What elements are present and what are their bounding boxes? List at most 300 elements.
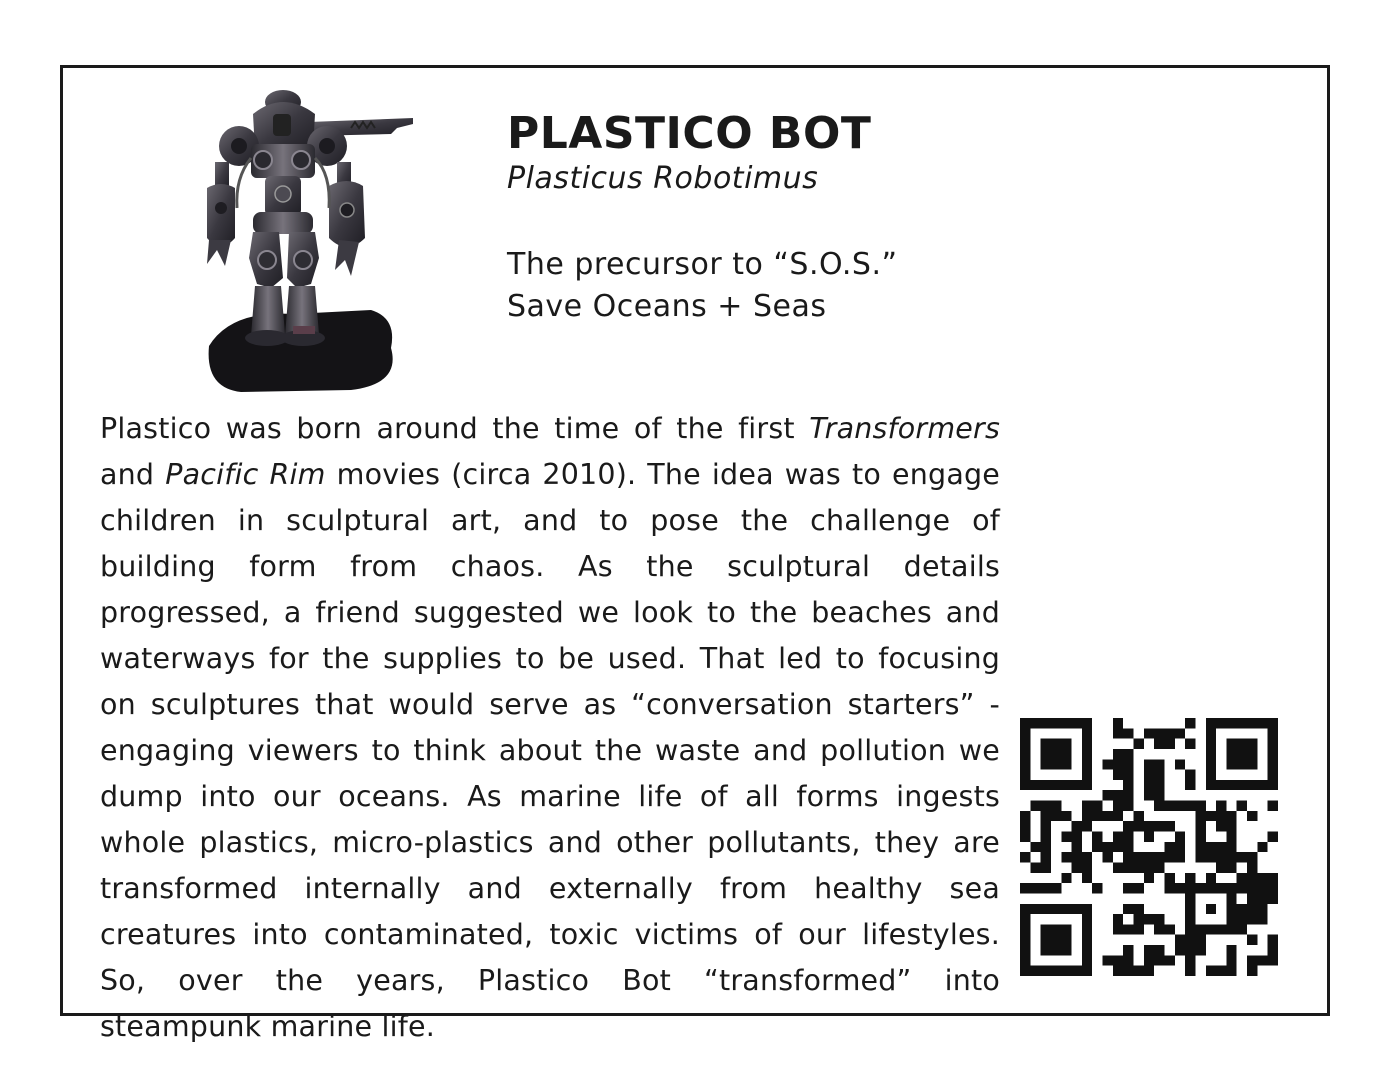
qr-module [1061, 780, 1071, 790]
qr-module [1216, 966, 1226, 976]
qr-module [1020, 739, 1030, 749]
qr-module [1041, 852, 1051, 862]
qr-module [1175, 945, 1185, 955]
qr-module [1123, 821, 1133, 831]
qr-module [1072, 832, 1082, 842]
qr-code-icon [1020, 718, 1278, 976]
qr-module [1226, 842, 1236, 852]
qr-module [1247, 759, 1257, 769]
qr-module [1247, 914, 1257, 924]
qr-module [1164, 821, 1174, 831]
qr-module [1164, 883, 1174, 893]
qr-module [1051, 801, 1061, 811]
qr-module [1051, 966, 1061, 976]
qr-module [1185, 739, 1195, 749]
qr-module [1113, 862, 1123, 872]
qr-module [1103, 842, 1113, 852]
qr-module [1226, 924, 1236, 934]
qr-module [1020, 759, 1030, 769]
qr-module [1082, 821, 1092, 831]
qr-module [1206, 852, 1216, 862]
qr-module [1206, 759, 1216, 769]
qr-module [1020, 852, 1030, 862]
qr-module [1144, 914, 1154, 924]
qr-module [1134, 883, 1144, 893]
qr-module [1195, 811, 1205, 821]
qr-module [1082, 873, 1092, 883]
qr-module [1061, 749, 1071, 759]
movie-title-transformers: Transformers [809, 412, 1000, 445]
qr-module [1061, 935, 1071, 945]
qr-module [1175, 832, 1185, 842]
qr-module [1268, 832, 1278, 842]
qr-module [1144, 759, 1154, 769]
qr-module [1082, 935, 1092, 945]
qr-module [1123, 832, 1133, 842]
qr-module [1268, 739, 1278, 749]
qr-module [1154, 914, 1164, 924]
qr-module [1257, 955, 1267, 965]
qr-module [1123, 780, 1133, 790]
robot-sculpture-photo [201, 88, 421, 398]
qr-module [1195, 821, 1205, 831]
qr-module [1082, 739, 1092, 749]
qr-module [1123, 966, 1133, 976]
qr-module [1082, 955, 1092, 965]
tagline [507, 244, 898, 328]
qr-module [1195, 883, 1205, 893]
qr-module [1020, 955, 1030, 965]
qr-module [1144, 852, 1154, 862]
qr-module [1051, 904, 1061, 914]
qr-module [1030, 966, 1040, 976]
qr-module [1164, 955, 1174, 965]
qr-module [1051, 749, 1061, 759]
qr-module [1268, 759, 1278, 769]
qr-module [1164, 801, 1174, 811]
qr-module [1185, 873, 1195, 883]
qr-module [1144, 728, 1154, 738]
qr-module [1103, 852, 1113, 862]
qr-module [1103, 811, 1113, 821]
qr-module [1175, 935, 1185, 945]
qr-module [1206, 842, 1216, 852]
qr-module [1164, 842, 1174, 852]
qr-module [1051, 935, 1061, 945]
qr-module [1144, 862, 1154, 872]
qr-module [1216, 883, 1226, 893]
qr-module [1154, 821, 1164, 831]
qr-module [1041, 739, 1051, 749]
qr-module [1144, 790, 1154, 800]
qr-module [1020, 924, 1030, 934]
qr-module [1237, 780, 1247, 790]
qr-module [1164, 852, 1174, 862]
qr-module [1247, 966, 1257, 976]
qr-module [1113, 770, 1123, 780]
qr-module [1061, 832, 1071, 842]
qr-module [1082, 966, 1092, 976]
qr-module [1041, 759, 1051, 769]
qr-module [1092, 883, 1102, 893]
qr-module [1237, 883, 1247, 893]
qr-module [1164, 924, 1174, 934]
qr-module [1175, 852, 1185, 862]
qr-module [1226, 883, 1236, 893]
qr-module [1175, 759, 1185, 769]
qr-module [1041, 821, 1051, 831]
qr-module [1268, 718, 1278, 728]
qr-module [1061, 852, 1071, 862]
qr-module [1051, 780, 1061, 790]
qr-module [1185, 945, 1195, 955]
qr-module [1041, 718, 1051, 728]
qr-module [1123, 749, 1133, 759]
qr-module [1237, 801, 1247, 811]
qr-module [1082, 924, 1092, 934]
qr-module [1268, 945, 1278, 955]
qr-module [1082, 770, 1092, 780]
qr-module [1164, 728, 1174, 738]
qr-module [1082, 904, 1092, 914]
qr-module [1082, 718, 1092, 728]
qr-module [1030, 801, 1040, 811]
qr-module [1123, 883, 1133, 893]
qr-module [1195, 945, 1205, 955]
qr-module [1072, 780, 1082, 790]
qr-module [1020, 883, 1030, 893]
qr-module [1113, 966, 1123, 976]
qr-module [1092, 842, 1102, 852]
qr-module [1020, 780, 1030, 790]
qr-module [1051, 718, 1061, 728]
qr-module [1103, 759, 1113, 769]
qr-module [1226, 914, 1236, 924]
qr-module [1175, 801, 1185, 811]
qr-module [1061, 759, 1071, 769]
qr-module [1237, 718, 1247, 728]
qr-module [1020, 966, 1030, 976]
qr-module [1206, 718, 1216, 728]
qr-module [1216, 924, 1226, 934]
qr-module [1123, 728, 1133, 738]
qr-module [1041, 801, 1051, 811]
tagline-line-1: The precursor to “S.O.S.” [507, 247, 898, 282]
qr-code-wrapper [1008, 682, 1296, 994]
qr-module [1226, 718, 1236, 728]
qr-module [1247, 893, 1257, 903]
qr-module [1144, 832, 1154, 842]
qr-module [1041, 749, 1051, 759]
qr-module [1154, 955, 1164, 965]
placard [60, 65, 1330, 1043]
qr-module [1082, 801, 1092, 811]
qr-module [1237, 914, 1247, 924]
qr-module [1237, 873, 1247, 883]
qr-module [1268, 935, 1278, 945]
qr-module [1082, 945, 1092, 955]
qr-module [1020, 935, 1030, 945]
qr-module [1216, 718, 1226, 728]
qr-module [1134, 904, 1144, 914]
qr-module [1041, 842, 1051, 852]
description-part-1: Plastico was born around the time of the first [100, 412, 810, 445]
qr-module [1154, 759, 1164, 769]
qr-module [1268, 955, 1278, 965]
qr-module [1020, 821, 1030, 831]
qr-module [1051, 811, 1061, 821]
qr-module [1226, 862, 1236, 872]
qr-module [1226, 821, 1236, 831]
description-part-3: movies (circa 2010). The idea was to engage children in sculptural art, and to pose the challenge of building form from chaos. As the sculptural details progressed, a friend suggested we look to the beaches and waterways for the supplies to be used. That led to focusing on sculptures that would serve as “conversation starters” - engaging viewers to think about the waste and pollution we dump into our oceans. As marine life of all forms ingests whole plastics, micro-plastics and other pollutants, they are transformed internally and externally from healthy sea creatures into contaminated, toxic victims of our lifestyles. So, over the years, Plastico Bot “transformed” into steampunk marine life. [100, 458, 1001, 1043]
qr-module [1226, 945, 1236, 955]
qr-module [1123, 842, 1133, 852]
qr-module [1237, 904, 1247, 914]
qr-module [1185, 883, 1195, 893]
qr-module [1134, 862, 1144, 872]
qr-module [1061, 924, 1071, 934]
qr-module [1113, 759, 1123, 769]
qr-module [1216, 862, 1226, 872]
qr-module [1185, 935, 1195, 945]
qr-module [1123, 924, 1133, 934]
qr-module [1134, 924, 1144, 934]
qr-module [1268, 728, 1278, 738]
qr-module [1030, 862, 1040, 872]
qr-module [1206, 904, 1216, 914]
qr-module [1072, 862, 1082, 872]
qr-module [1257, 914, 1267, 924]
qr-module [1041, 780, 1051, 790]
qr-module [1175, 728, 1185, 738]
qr-module [1216, 801, 1226, 811]
qr-module [1082, 914, 1092, 924]
qr-module [1226, 832, 1236, 842]
qr-module [1113, 924, 1123, 934]
qr-module [1247, 749, 1257, 759]
qr-module [1185, 904, 1195, 914]
qr-module [1082, 852, 1092, 862]
qr-module [1020, 904, 1030, 914]
qr-module [1020, 945, 1030, 955]
qr-module [1020, 718, 1030, 728]
qr-module [1216, 811, 1226, 821]
qr-module [1113, 718, 1123, 728]
qr-module [1030, 780, 1040, 790]
qr-module [1134, 914, 1144, 924]
qr-module [1247, 811, 1257, 821]
qr-module [1195, 935, 1205, 945]
qr-module [1185, 924, 1195, 934]
qr-module [1226, 966, 1236, 976]
description [100, 406, 1296, 1043]
qr-module [1257, 873, 1267, 883]
qr-module [1134, 966, 1144, 976]
qr-module [1082, 759, 1092, 769]
qr-module [1206, 873, 1216, 883]
qr-module [1144, 873, 1154, 883]
qr-module [1216, 852, 1226, 862]
qr-module [1164, 739, 1174, 749]
qr-module [1247, 935, 1257, 945]
qr-module [1257, 780, 1267, 790]
qr-module [1041, 862, 1051, 872]
qr-module [1216, 821, 1226, 831]
qr-module [1113, 955, 1123, 965]
qr-module [1030, 883, 1040, 893]
qr-module [1226, 780, 1236, 790]
qr-module [1195, 801, 1205, 811]
qr-module [1082, 728, 1092, 738]
qr-module [1226, 759, 1236, 769]
qr-module [1154, 945, 1164, 955]
qr-module [1247, 904, 1257, 914]
tagline-line-2: Save Oceans + Seas [507, 289, 827, 324]
qr-module [1247, 739, 1257, 749]
qr-module [1123, 770, 1133, 780]
qr-module [1185, 893, 1195, 903]
qr-module [1134, 821, 1144, 831]
qr-module [1154, 790, 1164, 800]
qr-module [1103, 790, 1113, 800]
qr-module [1237, 852, 1247, 862]
qr-module [1072, 904, 1082, 914]
qr-module [1072, 852, 1082, 862]
qr-module [1185, 801, 1195, 811]
qr-module [1041, 904, 1051, 914]
qr-module [1247, 955, 1257, 965]
qr-module [1113, 842, 1123, 852]
qr-module [1144, 780, 1154, 790]
qr-module [1123, 801, 1133, 811]
qr-module [1226, 955, 1236, 965]
qr-module [1185, 955, 1195, 965]
qr-module [1268, 873, 1278, 883]
qr-module [1082, 862, 1092, 872]
qr-module [1257, 718, 1267, 728]
qr-module [1226, 811, 1236, 821]
qr-module [1144, 821, 1154, 831]
qr-module [1175, 883, 1185, 893]
qr-module [1247, 873, 1257, 883]
qr-module [1144, 945, 1154, 955]
qr-module [1257, 893, 1267, 903]
qr-module [1268, 749, 1278, 759]
qr-module [1226, 904, 1236, 914]
title: PLASTICO BOT [507, 108, 872, 159]
qr-module [1061, 966, 1071, 976]
qr-module [1185, 770, 1195, 780]
qr-module [1113, 728, 1123, 738]
qr-module [1061, 811, 1071, 821]
qr-module [1134, 811, 1144, 821]
qr-module [1092, 811, 1102, 821]
qr-module [1247, 718, 1257, 728]
qr-module [1061, 873, 1071, 883]
qr-module [1113, 811, 1123, 821]
qr-module [1041, 945, 1051, 955]
qr-module [1020, 728, 1030, 738]
qr-module [1113, 749, 1123, 759]
qr-module [1206, 966, 1216, 976]
qr-module [1257, 904, 1267, 914]
qr-module [1123, 790, 1133, 800]
qr-module [1154, 852, 1164, 862]
qr-module [1030, 904, 1040, 914]
qr-module [1144, 955, 1154, 965]
qr-module [1206, 728, 1216, 738]
qr-module [1061, 718, 1071, 728]
qr-module [1061, 904, 1071, 914]
qr-module [1185, 914, 1195, 924]
qr-module [1072, 842, 1082, 852]
qr-module [1020, 914, 1030, 924]
qr-module [1154, 924, 1164, 934]
qr-module [1041, 924, 1051, 934]
qr-module [1268, 801, 1278, 811]
qr-module [1113, 914, 1123, 924]
qr-module [1020, 811, 1030, 821]
qr-module [1113, 790, 1123, 800]
qr-module [1206, 924, 1216, 934]
qr-module [1154, 801, 1164, 811]
qr-module [1041, 935, 1051, 945]
qr-module [1247, 852, 1257, 862]
qr-module [1154, 780, 1164, 790]
qr-module [1082, 780, 1092, 790]
qr-module [1030, 842, 1040, 852]
qr-module [1051, 883, 1061, 893]
qr-module [1051, 739, 1061, 749]
qr-module [1268, 883, 1278, 893]
qr-module [1041, 966, 1051, 976]
qr-module [1226, 852, 1236, 862]
qr-module [1247, 883, 1257, 893]
qr-module [1051, 924, 1061, 934]
qr-module [1123, 862, 1133, 872]
qr-module [1154, 728, 1164, 738]
qr-module [1072, 966, 1082, 976]
qr-module [1020, 749, 1030, 759]
qr-module [1175, 842, 1185, 852]
movie-title-pacific-rim: Pacific Rim [165, 458, 326, 491]
qr-module [1268, 770, 1278, 780]
qr-module [1144, 770, 1154, 780]
qr-module [1185, 718, 1195, 728]
qr-module [1185, 966, 1195, 976]
qr-module [1195, 852, 1205, 862]
qr-module [1123, 852, 1133, 862]
qr-module [1061, 739, 1071, 749]
qr-module [1103, 955, 1113, 965]
qr-module [1206, 811, 1216, 821]
qr-module [1061, 945, 1071, 955]
qr-module [1020, 770, 1030, 780]
qr-module [1072, 821, 1082, 831]
qr-module [1268, 893, 1278, 903]
qr-module [1092, 832, 1102, 842]
qr-module [1195, 924, 1205, 934]
qr-module [1041, 883, 1051, 893]
qr-module [1237, 739, 1247, 749]
qr-module [1041, 832, 1051, 842]
qr-module [1134, 852, 1144, 862]
qr-module [1154, 739, 1164, 749]
qr-module [1237, 924, 1247, 934]
qr-module [1195, 842, 1205, 852]
qr-module [1268, 780, 1278, 790]
qr-module [1082, 811, 1092, 821]
